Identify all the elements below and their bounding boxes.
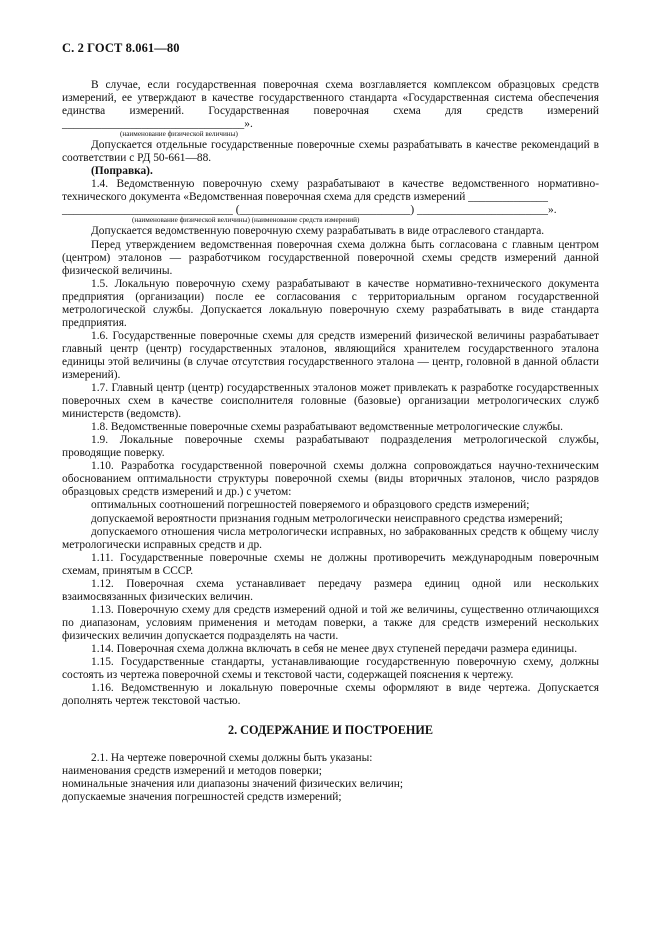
paragraph-optimal-ratios: оптимальных соотношений погрешностей поверяемого и образцового средств измерений; <box>91 499 530 512</box>
paragraph-probability: допускаемой вероятности признания годным метрологически неисправного средства измерений; <box>91 512 563 525</box>
paragraph-1-16: 1.16. Ведомственную и локальную поверочные схемы оформляют в виде чертежа. Допускается дополнять чертеж текстовой частью. <box>62 682 599 708</box>
paragraph-rejection-ratio: допускаемого отношения числа метрологически исправных, но забракованных средств к общему числу метрологически исправных средств и др. <box>62 525 599 551</box>
paragraph-1-7: 1.7. Главный центр (центр) государственных эталонов может привлекать к разработке государственных поверочных схем в качестве соисполнителя головные (базовые) организации метрологических служб министерств (ведомств). <box>62 382 599 421</box>
list-item-nominal-values: номинальные значения или диапазоны значений физических величин; <box>62 778 404 791</box>
caption-quantity-and-instruments: (наименование физической величины) (наименование средств измерений) <box>132 216 360 225</box>
paragraph-1-5: 1.5. Локальную поверочную схему разрабатывают в качестве нормативно-технического документа предприятия (организации) после ее согласования с территориальным органом государственной метрологической службы. Допускается локальную поверочную схему разрабатывать в виде стандарта предприятия. <box>62 277 599 329</box>
paragraph-1-15: 1.15. Государственные стандарты, устанавливающие государственную поверочную схему, должны состоять из чертежа поверочной схемы и текстовой части, содержащей пояснения к чертежу. <box>62 656 599 682</box>
paragraph-approval: Перед утверждением ведомственная поверочная схема должна быть согласована с главным центром (центром) эталонов — разработчиком государственной поверочной схемы средств измерений данной физической величины. <box>62 238 599 277</box>
paragraph-1-4: 1.4. Ведомственную поверочную схему разрабатывают в качестве ведомственного нормативно-технического документа «Ведомственная поверочная схема для средств измерений ______________ <box>62 178 599 204</box>
paragraph-1-6: 1.6. Государственные поверочные схемы для средств измерений физической величины разрабатывает главный центр (центр) государственных эталонов, являющийся хранителем государственного эталона единицы этой величины (в случае отсутствия государственного эталона — центр, головной в данной области измерений). <box>62 329 599 381</box>
document-body <box>62 79 599 804</box>
page-header: С. 2 ГОСТ 8.061—80 <box>62 41 180 55</box>
paragraph-1-11: 1.11. Государственные поверочные схемы не должны противоречить международным поверочным схемам, принятым в СССР. <box>62 551 599 577</box>
paragraph-intro: В случае, если государственная поверочная схема возглавляется комплексом образцовых средств измерений, ее утверждают в качестве государственного стандарта «Государственная система обеспечения единства измерений. Государственная поверочная схема для средств измерений ________________________________». <box>62 79 599 131</box>
paragraph-industry-standard: Допускается ведомственную поверочную схему разрабатывать в виде отраслевого стандарта. <box>91 225 545 238</box>
paragraph-separate-schemes: Допускается отдельные государственные поверочные схемы разрабатывать в качестве рекомендаций в соответствии с РД 50-661—88. <box>62 139 599 165</box>
list-item-names: наименования средств измерений и методов поверки; <box>62 765 322 778</box>
paragraph-1-13: 1.13. Поверочную схему для средств измерений одной и той же величины, существенно отличающихся по диапазонам, условиям применения и методам поверки, а также для средств измерений нескольких физических величин допускается подразделять на части. <box>62 603 599 642</box>
list-item-errors: допускаемые значения погрешностей средств измерений; <box>62 791 342 804</box>
amendment-label: (Поправка). <box>91 165 153 178</box>
paragraph-1-4-blanks: ______________________________ (______________________________) _______________________». <box>62 204 557 217</box>
caption-physical-quantity: (наименование физической величины) <box>120 130 238 139</box>
paragraph-1-10: 1.10. Разработка государственной поверочной схемы должна сопровождаться научно-техническим обоснованием оптимальности структуры поверочной схемы (виды вторичных эталонов, число разрядов образцовых средств измерений и др.) с учетом: <box>62 460 599 499</box>
amendment-note <box>62 165 599 178</box>
section-heading: 2. СОДЕРЖАНИЕ И ПОСТРОЕНИЕ <box>227 723 433 738</box>
paragraph-1-9: 1.9. Локальные поверочные схемы разрабатывают подразделения метрологической службы, проводящие поверку. <box>62 434 599 460</box>
paragraph-1-12: 1.12. Поверочная схема устанавливает передачу размера единиц одной или нескольких взаимосвязанных физических величин. <box>62 577 599 603</box>
paragraph-1-8: 1.8. Ведомственные поверочные схемы разрабатывают ведомственные метрологические службы. <box>91 421 564 434</box>
paragraph-1-14: 1.14. Поверочная схема должна включать в себя не менее двух ступеней передачи размера единицы. <box>91 642 578 655</box>
paragraph-2-1: 2.1. На чертеже поверочной схемы должны быть указаны: <box>91 752 373 765</box>
